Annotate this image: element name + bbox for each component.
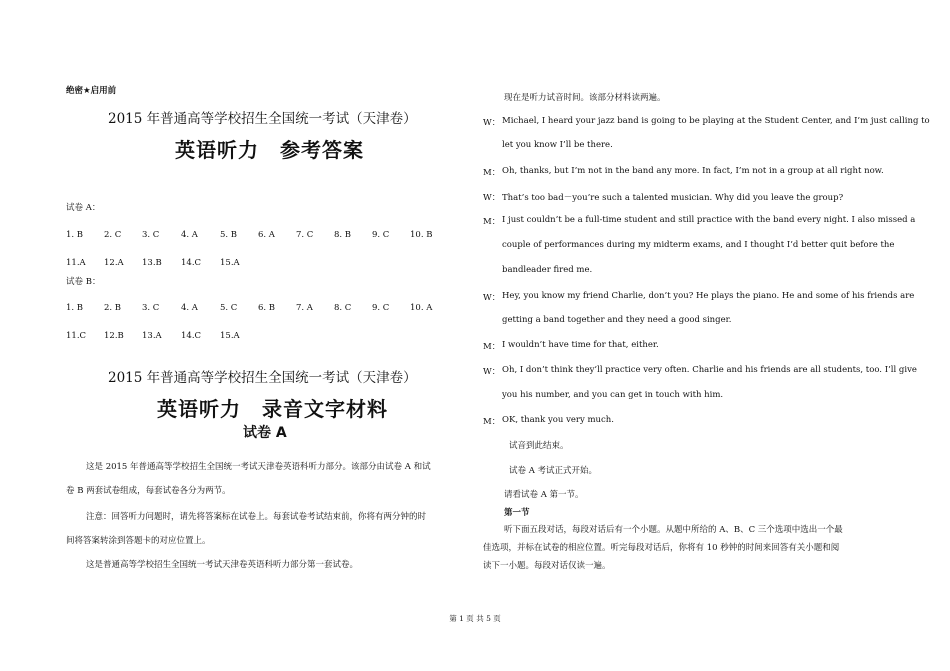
answer-item: 10. A bbox=[410, 303, 433, 313]
paper-a-subtitle: 试卷 A bbox=[243, 425, 287, 441]
answer-item: 3. C bbox=[142, 303, 160, 313]
section-heading: 第一节 bbox=[504, 508, 530, 518]
dialogue-line: OK, thank you very much. bbox=[502, 415, 614, 425]
answer-item: 11.C bbox=[66, 331, 87, 341]
answer-item: 2. C bbox=[104, 230, 122, 240]
dialogue-line: Hey, you know my friend Charlie, don’t you? He plays the piano. He and some of his friends are bbox=[502, 291, 915, 301]
answer-item: 7. C bbox=[296, 230, 314, 240]
see-section: 请看试卷 A 第一节。 bbox=[504, 490, 584, 500]
answer-item: 6. B bbox=[258, 303, 276, 313]
dialogue-line: you his number, and you can get in touch with him. bbox=[502, 390, 724, 400]
intro-paragraph-3: 这是普通高等学校招生全国统一考试天津卷英语科听力部分第一套试卷。 bbox=[86, 560, 359, 570]
intro-paragraph-2-cont: 间将答案转涂到答题卡的对应位置上。 bbox=[66, 536, 211, 546]
speaker-label: M： bbox=[483, 168, 501, 178]
speaker-label: M： bbox=[483, 342, 501, 352]
script-title: 英语听力 录音文字材料 bbox=[157, 397, 388, 421]
trial-intro: 现在是听力试音时间。该部分材料读两遍。 bbox=[504, 93, 666, 103]
answer-item: 12.B bbox=[104, 331, 124, 341]
intro-paragraph-1: 这是 2015 年普通高等学校招生全国统一考试天津卷英语科听力部分。该部分由试卷 A 和试 bbox=[86, 462, 431, 472]
answer-item: 11.A bbox=[66, 258, 86, 268]
dialogue-line: Michael, I heard your jazz band is going to be playing at the Student Center, and I’m just calling to bbox=[502, 116, 930, 126]
page-footer: 第 1 页 共 5 页 bbox=[449, 614, 501, 623]
intro-paragraph-2: 注意：回答听力问题时，请先将答案标在试卷上。每套试卷考试结束前，你将有两分钟的时 bbox=[86, 512, 427, 522]
dialogue-line: I wouldn’t have time for that, either. bbox=[502, 340, 659, 350]
dialogue-line: bandleader fired me. bbox=[502, 265, 593, 275]
speaker-label: W： bbox=[483, 293, 501, 303]
answer-item: 5. B bbox=[220, 230, 238, 240]
answer-item: 14.C bbox=[181, 258, 202, 268]
answer-item: 8. C bbox=[334, 303, 352, 313]
answer-item: 10. B bbox=[410, 230, 433, 240]
answer-key-title: 英语听力 参考答案 bbox=[175, 138, 364, 162]
dialogue-line: getting a band together and they need a good singer. bbox=[502, 315, 732, 325]
speaker-label: W： bbox=[483, 193, 501, 203]
dialogue-line: I just couldn’t be a full-time student and still practice with the band every night. I also missed a bbox=[502, 215, 916, 225]
answer-item: 14.C bbox=[181, 331, 202, 341]
answer-item: 9. C bbox=[372, 303, 390, 313]
confidential-label: 绝密★启用前 bbox=[66, 86, 117, 96]
exam-title: 2015 年普通高等学校招生全国统一考试（天津卷） bbox=[108, 111, 417, 127]
exam-title-2: 2015 年普通高等学校招生全国统一考试（天津卷） bbox=[108, 370, 417, 386]
answer-item: 3. C bbox=[142, 230, 160, 240]
answer-item: 12.A bbox=[104, 258, 124, 268]
trial-end: 试音到此结束。 bbox=[509, 441, 569, 451]
dialogue-line: Oh, I don’t think they’ll practice very often. Charlie and his friends are all students, too. I’ll give bbox=[502, 365, 917, 375]
dialogue-line: couple of performances during my midterm exams, and I thought I’d better quit before the bbox=[502, 240, 895, 250]
intro-paragraph-1-cont: 卷 B 两套试卷组成，每套试卷各分为两节。 bbox=[66, 486, 231, 496]
answer-item: 4. A bbox=[181, 230, 198, 240]
dialogue-line: That’s too bad－you’re such a talented musician. Why did you leave the group? bbox=[502, 193, 844, 203]
answer-item: 5. C bbox=[220, 303, 238, 313]
speaker-label: M： bbox=[483, 417, 501, 427]
section-instructions: 听下面五段对话，每段对话后有一个小题。从题中所给的 A、B、C 三个选项中选出一个最 bbox=[504, 525, 843, 535]
dialogue-line: let you know I’ll be there. bbox=[502, 140, 613, 150]
speaker-label: W： bbox=[483, 118, 501, 128]
speaker-label: M： bbox=[483, 217, 501, 227]
answer-item: 13.B bbox=[142, 258, 162, 268]
section-instructions-cont: 读下一小题。每段对话仅读一遍。 bbox=[483, 561, 611, 571]
answer-item: 6. A bbox=[258, 230, 275, 240]
answer-item: 4. A bbox=[181, 303, 198, 313]
answer-item: 1. B bbox=[66, 303, 84, 313]
answer-item: 7. A bbox=[296, 303, 313, 313]
answer-item: 15.A bbox=[220, 331, 240, 341]
paper-a-label: 试卷 A： bbox=[66, 203, 101, 213]
section-instructions-cont: 佳选项，并标在试卷的相应位置。听完每段对话后，你将有 10 秒钟的时间来回答有关小题和阅 bbox=[483, 543, 840, 553]
answer-item: 15.A bbox=[220, 258, 240, 268]
dialogue-line: Oh, thanks, but I’m not in the band any more. In fact, I’m not in a group at all right now. bbox=[502, 166, 884, 176]
answer-item: 13.A bbox=[142, 331, 162, 341]
paper-b-label: 试卷 B： bbox=[66, 277, 101, 287]
answer-item: 2. B bbox=[104, 303, 122, 313]
answer-item: 8. B bbox=[334, 230, 352, 240]
answer-item: 1. B bbox=[66, 230, 84, 240]
speaker-label: W： bbox=[483, 367, 501, 377]
answer-item: 9. C bbox=[372, 230, 390, 240]
exam-start: 试卷 A 考试正式开始。 bbox=[509, 466, 598, 476]
